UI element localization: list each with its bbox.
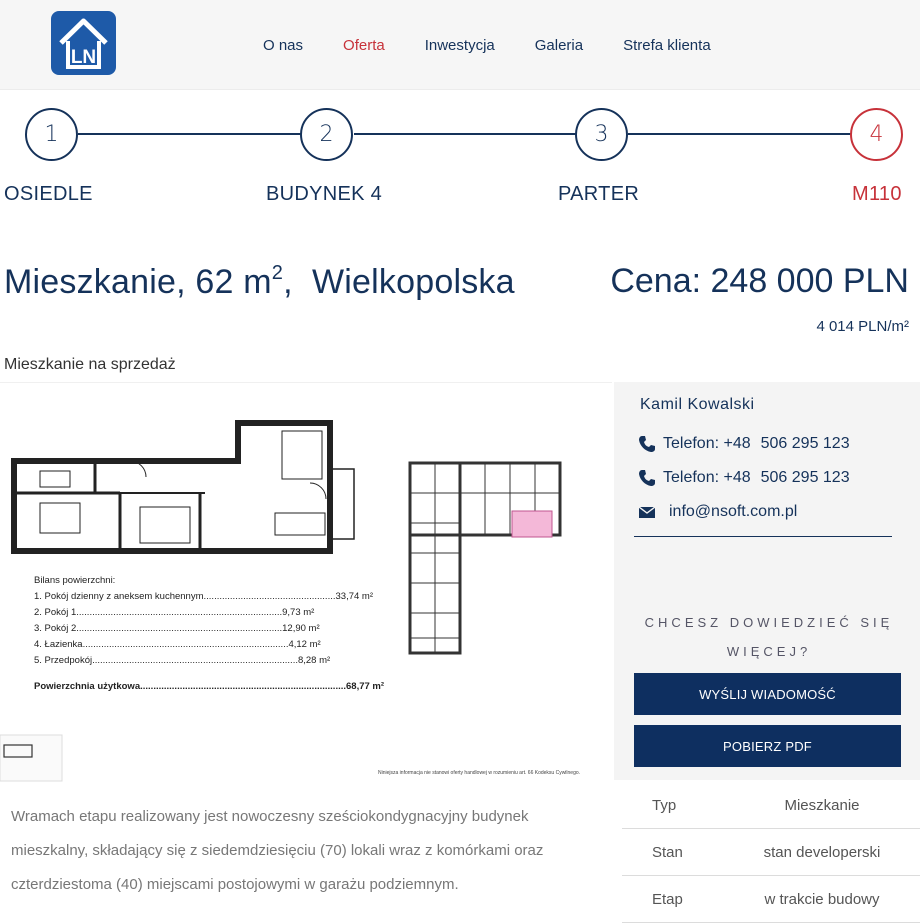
floor-plan-image[interactable]: [0, 382, 612, 784]
room-label: 2. Pokój 1: [34, 607, 77, 618]
step-connector: [78, 133, 302, 135]
step-2-label[interactable]: BUDYNEK 4: [266, 183, 383, 205]
title-region: , Wielkopolska: [283, 263, 515, 301]
agent-name: Kamil Kowalski: [640, 396, 755, 413]
phone-row-1[interactable]: [638, 435, 850, 453]
room-value: 4,12 m²: [288, 639, 321, 650]
property-value: stan developerski: [763, 843, 881, 861]
download-pdf-button[interactable]: POBIERZ PDF: [634, 725, 901, 767]
total-area-row: [34, 679, 385, 695]
dot-leader: ..............................................................................: [76, 623, 283, 634]
room-row: [34, 637, 321, 653]
phone-number[interactable]: 506 295 123: [760, 435, 850, 452]
plan-disclaimer: Niniejsza informacja nie stanowi oferty handlowej w rozumieniu art. 66 Kodeksu Cywilnego.: [378, 770, 581, 776]
phone-icon: [638, 435, 656, 453]
logo-letters: LN: [70, 47, 97, 68]
step-4-circle: 4: [850, 108, 903, 161]
listing-subtitle: Mieszkanie na sprzedaż: [4, 356, 176, 373]
property-key: Stan: [652, 843, 683, 861]
room-label: 3. Pokój 2: [34, 623, 77, 634]
step-3-label[interactable]: PARTER: [558, 183, 640, 205]
phone-icon: [638, 469, 656, 487]
nav-inwestycja[interactable]: Inwestycja: [424, 37, 495, 54]
area-breakdown: [34, 573, 385, 695]
dot-leader: ..............................................................................: [140, 681, 346, 692]
step-1-label[interactable]: OSIEDLE: [4, 183, 93, 205]
phone-label: Telefon: +48: [663, 435, 751, 452]
page-title: [4, 262, 515, 302]
step-connector: [354, 133, 576, 135]
property-key: Typ: [652, 796, 677, 814]
room-row: [34, 589, 373, 605]
property-row: [622, 829, 920, 876]
step-2-circle[interactable]: 2: [300, 108, 353, 161]
room-row: [34, 653, 331, 669]
nav-o-nas[interactable]: O nas: [263, 37, 304, 54]
agent-panel: [614, 382, 920, 780]
step-1-circle[interactable]: 1: [25, 108, 78, 161]
property-row: [622, 782, 920, 829]
property-key: Etap: [652, 890, 683, 908]
site-header: [0, 0, 920, 90]
room-row: [34, 605, 315, 621]
total-value: 68,77 m²: [346, 681, 385, 692]
dot-leader: ..............................................................................: [76, 607, 283, 618]
breadcrumb-steps: [0, 92, 920, 222]
step-4-label: M110: [852, 183, 902, 205]
step-3-circle[interactable]: 3: [575, 108, 628, 161]
property-value: w trakcie budowy: [764, 890, 880, 908]
room-value: 8,28 m²: [297, 655, 331, 666]
email-row[interactable]: [638, 503, 797, 521]
email-link[interactable]: info@nsoft.com.pl: [669, 503, 798, 520]
phone-label: Telefon: +48: [663, 469, 751, 486]
nav-galeria[interactable]: Galeria: [534, 37, 584, 54]
room-value: 12,90 m²: [282, 623, 320, 634]
bilans-title: Bilans powierzchni:: [34, 575, 116, 586]
nav-oferta[interactable]: Oferta: [343, 37, 385, 54]
room-value: 9,73 m²: [282, 607, 315, 618]
price: Cena: 248 000 PLN: [610, 262, 909, 300]
send-message-button[interactable]: WYŚLIJ WIADOMOŚĆ: [634, 673, 901, 715]
property-row: [622, 876, 920, 923]
title-sup: 2: [271, 262, 284, 284]
dot-leader: ..............................................................................: [82, 639, 289, 650]
phone-row-2[interactable]: [638, 469, 850, 487]
price-per-sqm: 4 014 PLN/m²: [816, 318, 909, 335]
listing-description: Wramach etapu realizowany jest nowoczesny sześciokondygnacyjny budynek mieszkalny, składający się z siedemdziesięciu (70) lokali wraz z komórkami oraz czterdziestoma (40) miejscami postojowymi w garażu podziemnym.: [11, 808, 544, 893]
total-label: Powierzchnia użytkowa: [34, 681, 141, 692]
phone-number[interactable]: 506 295 123: [760, 469, 850, 486]
room-label: 1. Pokój dzienny z aneksem kuchennym: [34, 591, 204, 602]
main-nav: [263, 37, 751, 54]
properties-table: [622, 782, 920, 923]
nav-strefa-klienta[interactable]: Strefa klienta: [623, 37, 711, 54]
dot-leader: ..................................................: [203, 591, 336, 602]
step-connector: [628, 133, 852, 135]
room-value: 33,74 m²: [335, 591, 373, 602]
house-logo-icon: [51, 11, 116, 75]
title-text: Mieszkanie, 62 m: [4, 263, 272, 301]
divider: [634, 536, 892, 537]
dot-leader: ..............................................................................: [92, 655, 298, 666]
room-row: [34, 621, 320, 637]
envelope-icon: [638, 503, 656, 521]
property-value: Mieszkanie: [784, 796, 860, 814]
room-label: 4. Łazienka: [34, 639, 83, 650]
more-info-heading: CHCESZ DOWIEDZIEĆ SIĘ WIĘCEJ?: [644, 615, 894, 659]
room-label: 5. Przedpokój: [34, 655, 93, 666]
logo[interactable]: [51, 11, 116, 75]
